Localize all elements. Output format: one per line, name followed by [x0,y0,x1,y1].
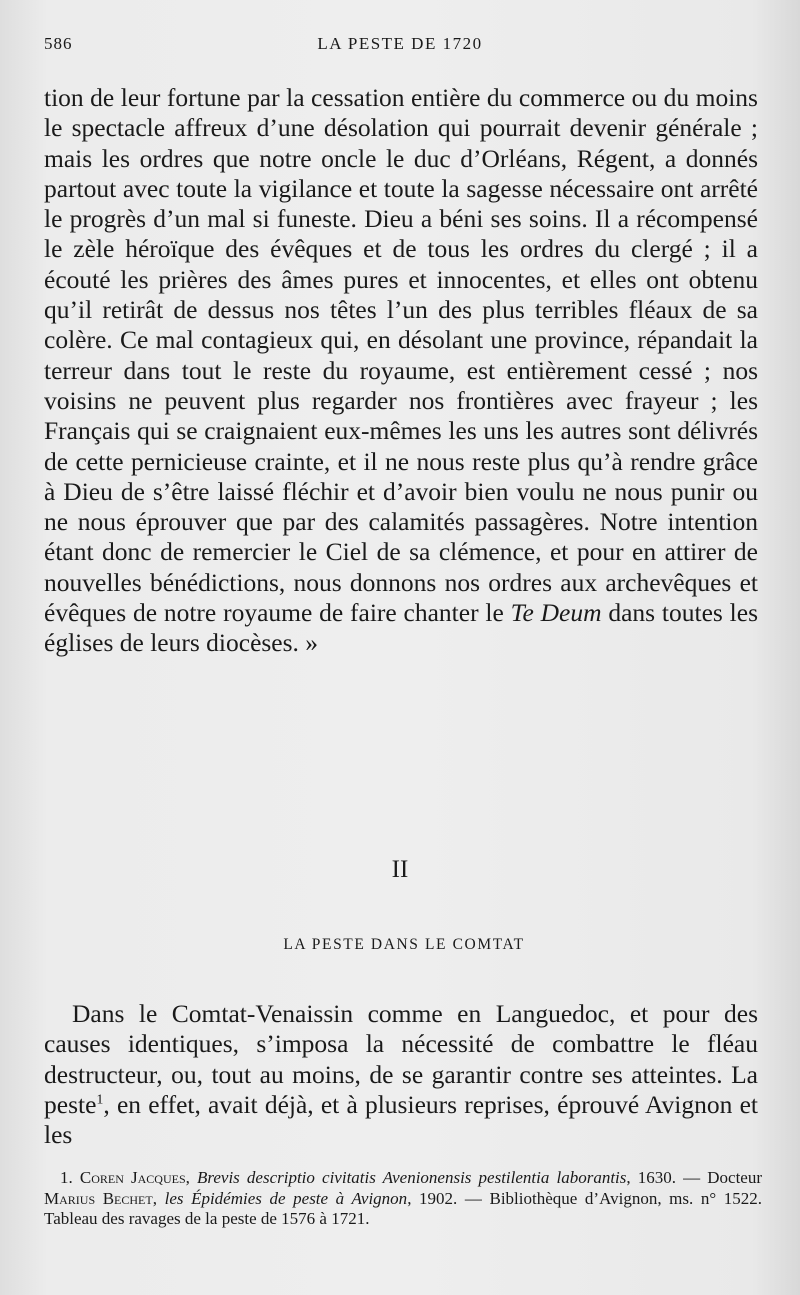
footnote-reference[interactable]: 1 [96,1092,104,1108]
paragraph-2-continuation: , en effet, avait déjà, et à plusieurs reprises, éprouvé Avignon et les [44,1089,758,1150]
footnote-rest: , 1902. — Bibliothèque d’Avignon, ms. n° 1522. Tableau des ravages de la peste de 1576 à 1721. [44,1188,763,1228]
footnote-author-2: Marius Bechet [44,1188,153,1208]
paragraph-2-text: Dans le Comtat-Venaissin comme en Languedoc, et pour des causes identiques, s’imposa la nécessité de combattre le fléau destructeur, ou, tout au moins, de se garantir contre ses atteintes. La peste [44,999,758,1119]
footnote-title-2: les Épidémies de peste à Avignon [164,1188,408,1208]
footnote-year-1: , 1630. — Docteur [626,1168,762,1187]
paragraph-2 [44,999,758,1150]
footnote-author-1: Coren Jacques [79,1168,186,1187]
footnote: 1. Coren Jacques, Brevis descriptio civitatis Avenionensis pestilentia laborantis, 1630. — Docteur Marius Bechet, les Épidémies de peste à Avignon, 1902. — Bibliothèque d’Avignon, ms. n° 1522. Tableau des ravages de la peste de 1576 à 1721. [44,1168,763,1228]
running-title: LA PESTE DE 1720 [317,34,483,53]
paragraph-continued [44,83,758,659]
running-head [44,34,756,58]
page-number: 586 [44,34,73,53]
section-number: II [391,856,409,883]
paragraph-1-end: dans toutes les églises de leurs diocèses. » [44,598,758,658]
te-deum-italic: Te Deum [510,598,602,628]
footnote-title-1: Brevis descriptio civitatis Avenionensis pestilentia laborantis [197,1168,627,1187]
footnote-number: 1. [60,1168,73,1187]
paragraph-1-text: tion de leur fortune par la cessation entière du commerce ou du moins le spectacle affreux d’une désolation qui pourrait devenir générale ; mais les ordres que notre oncle le duc d’Orléans, Régent, a donnés partout avec toute la vigilance et toute la sagesse nécessaire ont arrêté le progrès d’un mal si funeste. Dieu a béni ses soins. Il a récompensé le zèle héroïque des évêques et de tous les ordres du clergé ; il a écouté les prières des âmes pures et innocentes, et elles ont obtenu qu’il retirât de dessus nos têtes l’un des plus terribles fléaux de sa colère. Ce mal contagieux qui, en désolant une province, répandait la terreur dans tout le reste du royaume, est entièrement cessé ; nos voisins ne peuvent plus regarder nos frontières avec frayeur ; les Français qui se craignaient eux-mêmes les uns les autres sont délivrés de cette pernicieuse crainte, et il ne nous reste plus qu’à rendre grâce à Dieu de s’être laissé fléchir et d’avoir bien voulu ne nous punir ou ne nous éprouver que par des calamités passagères. Notre intention étant donc de remercier le Ciel de sa clémence, et pour en attirer de nouvelles bénédictions, nous donnons nos ordres aux archevêques et évêques de notre royaume de faire chanter le [44,83,758,628]
section-title: LA PESTE DANS LE COMTAT [283,936,525,953]
